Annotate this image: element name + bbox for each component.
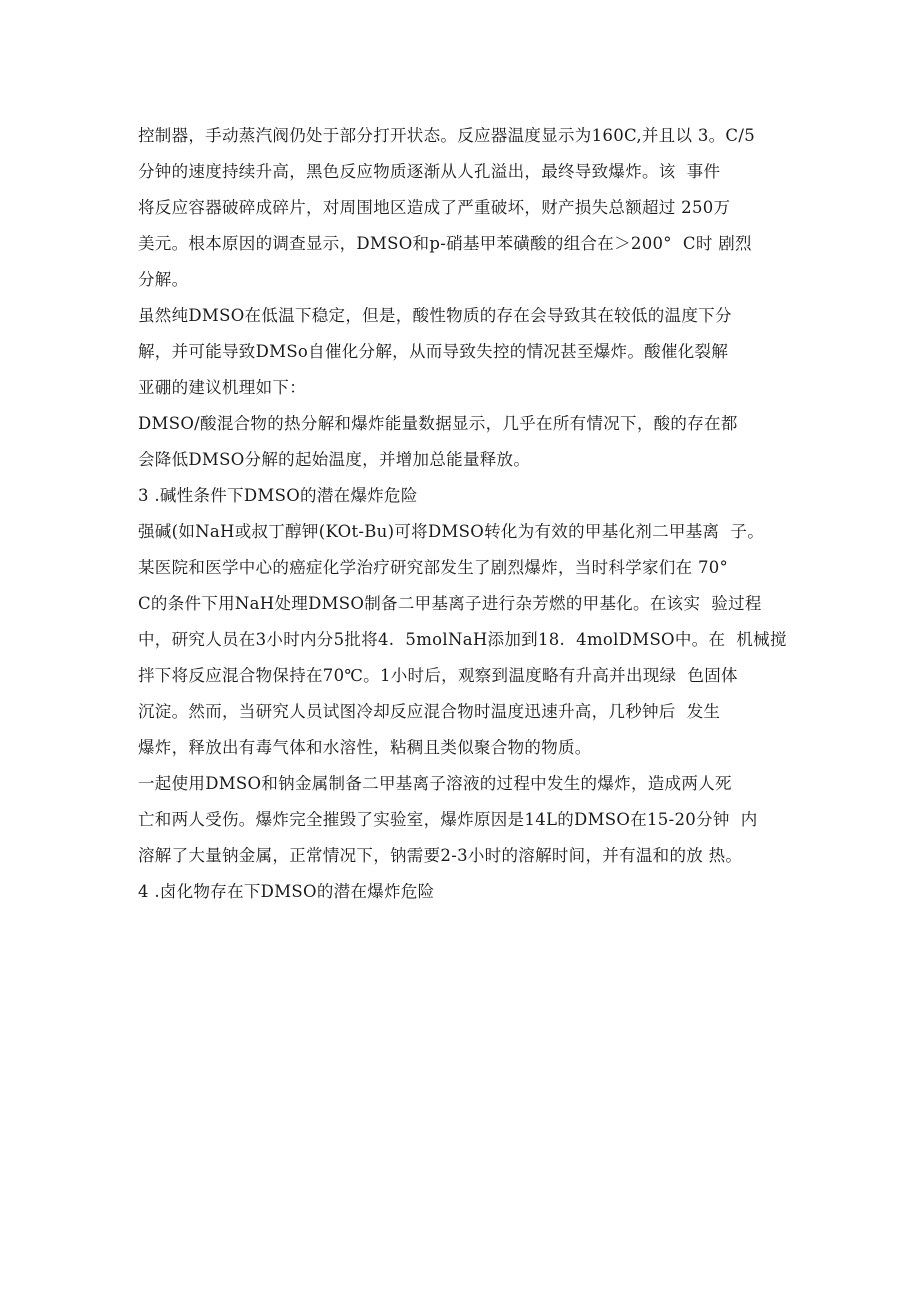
text-line: 亡和两人受伤。爆炸完全摧毁了实验室，爆炸原因是14L的DMSO在15-20分钟 内 [138, 810, 758, 829]
text-line: 拌下将反应混合物保持在70℃。1小时后，观察到温度略有升高并出现绿 色固体 [138, 666, 738, 685]
text-line: 解，并可能导致DMSo自催化分解，从而导致失控的情况甚至爆炸。酸催化裂解 [138, 342, 729, 361]
heading-line: 3 .碱性条件下DMSO的潜在爆炸危险 [138, 486, 418, 505]
text-line: 美元。根本原因的调查显示，DMSO和p-硝基甲苯磺酸的组合在＞200° C时 剧烈 [138, 234, 752, 253]
paragraph-acid-decomposition [138, 298, 798, 406]
text-line: 亚硼的建议机理如下： [138, 378, 306, 397]
text-line: 中，研究人员在3小时内分5批将4. 5molNaH添加到18. 4molDMSO中。在 机械搅 [138, 630, 787, 649]
text-line: C的条件下用NaH处理DMSO制备二甲基离子进行杂芳燃的甲基化。在该实 验过程 [138, 594, 762, 613]
text-line: 爆炸，释放出有毒气体和水溶性，粘稠且类似聚合物的物质。 [138, 738, 592, 757]
text-line: 沉淀。然而，当研究人员试图冷却反应混合物时温度迅速升高，几秒钟后 发生 [138, 702, 721, 721]
text-line: 虽然纯DMSO在低温下稳定，但是，酸性物质的存在会导致其在较低的温度下分 [138, 306, 732, 325]
text-line: 控制器，手动蒸汽阀仍处于部分打开状态。反应器温度显示为160C,并且以 3。C/5 [138, 126, 755, 145]
section-heading-base-hazard [138, 478, 798, 514]
paragraph-sodium-explosion [138, 766, 798, 874]
text-line: 会降低DMSO分解的起始温度，并增加总能量释放。 [138, 450, 531, 469]
heading-line: 4 .卤化物存在下DMSO的潜在爆炸危险 [138, 882, 435, 901]
text-line: 分解。 [138, 270, 189, 289]
text-line: DMSO/酸混合物的热分解和爆炸能量数据显示，几乎在所有情况下，酸的存在都 [138, 414, 738, 433]
paragraph-strong-base [138, 514, 798, 766]
document-body [138, 118, 798, 910]
paragraph-reactor-explosion [138, 118, 798, 298]
section-heading-halide-hazard [138, 874, 798, 910]
text-line: 一起使用DMSO和钠金属制备二甲基离子溶液的过程中发生的爆炸，造成两人死 [138, 774, 732, 793]
text-line: 将反应容器破碎成碎片，对周围地区造成了严重破坏，财产损失总额超过 250万 [138, 198, 731, 217]
text-line: 溶解了大量钠金属，正常情况下，钠需要2-3小时的溶解时间，并有温和的放 热。 [138, 846, 743, 865]
paragraph-acid-data [138, 406, 798, 478]
text-line: 强碱(如NaH或叔丁醇钾(KOt-Bu)可将DMSO转化为有效的甲基化剂二甲基离 子。 [138, 522, 764, 541]
text-line: 分钟的速度持续升高，黑色反应物质逐渐从人孔溢出，最终导致爆炸。该 事件 [138, 162, 721, 181]
text-line: 某医院和医学中心的癌症化学治疗研究部发生了剧烈爆炸，当时科学家们在 70° [138, 558, 729, 577]
